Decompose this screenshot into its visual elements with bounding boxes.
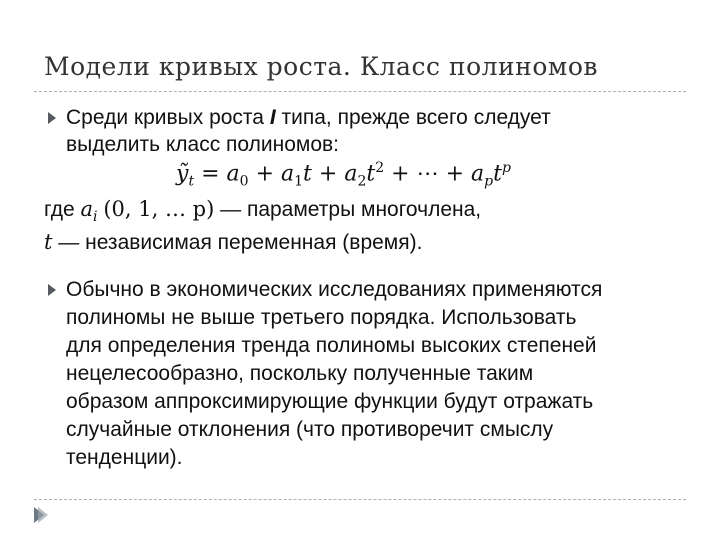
where-post: — параметры многочлена, bbox=[214, 198, 482, 221]
formula-a0: a bbox=[226, 161, 240, 187]
formula-ap: a bbox=[471, 161, 485, 187]
title-divider bbox=[34, 91, 686, 92]
bullet-2-line-1: Обычно в экономических исследованиях применяются bbox=[66, 278, 603, 301]
formula-tp-sup: p bbox=[501, 160, 511, 176]
where-var-sub: i bbox=[93, 209, 98, 226]
where-var-a: a bbox=[80, 197, 94, 221]
bullet-1-type-mark: I bbox=[269, 106, 276, 129]
t-var: t bbox=[44, 230, 53, 254]
formula-a1: a bbox=[281, 161, 295, 187]
bullet-1-text-pre: Среди кривых роста bbox=[66, 106, 270, 129]
bullet-1-line-2: выделить класс полиномов: bbox=[66, 133, 340, 156]
formula-t2-sup: 2 bbox=[375, 160, 385, 176]
formula-ap-sub: p bbox=[484, 173, 494, 190]
where-range: (0, 1, … p) bbox=[103, 197, 215, 221]
formula-a0-sub: 0 bbox=[239, 173, 249, 190]
formula-a2-sub: 2 bbox=[357, 173, 367, 190]
formula-y-sub: t bbox=[188, 173, 195, 190]
bullet-2-triangle-icon bbox=[48, 284, 56, 296]
where-pre: где bbox=[44, 198, 81, 221]
t-desc: — независимая переменная (время). bbox=[52, 231, 423, 254]
formula-t1: t bbox=[303, 161, 312, 187]
polynomial-formula: ỹ$_t$ = $a_0 + a_1t + a_2t^2$ + ⋯ + $a_pt^p$ bbox=[176, 160, 511, 190]
where-line bbox=[44, 196, 481, 231]
formula-tp: t bbox=[493, 161, 502, 187]
formula-a1-sub: 1 bbox=[294, 173, 304, 190]
bullet-2-line-6: случайные отклонения (что противоречит смыслу bbox=[66, 418, 554, 441]
formula-ellipsis: ⋯ bbox=[416, 161, 439, 187]
formula-y-tilde: ỹ bbox=[176, 161, 189, 187]
bullet-1-text-post: типа, прежде всего следует bbox=[275, 106, 551, 129]
bullet-2-line-2: полиномы не выше третьего порядка. Использовать bbox=[66, 306, 577, 329]
formula-a2: a bbox=[344, 161, 358, 187]
bullet-2-line-5: образом аппроксимирующие функции будут отражать bbox=[66, 390, 594, 413]
t-line bbox=[44, 229, 422, 256]
footer-divider bbox=[34, 499, 686, 500]
nav-arrow-icon[interactable] bbox=[32, 505, 50, 525]
bullet-1-triangle-icon bbox=[48, 112, 56, 124]
slide-title: Модели кривых роста. Класс полиномов bbox=[44, 52, 598, 81]
bullet-1-line-1 bbox=[66, 104, 551, 131]
bullet-2-line-4: нецелесообразно, поскольку полученные таким bbox=[66, 362, 534, 385]
bullet-2-line-3: для определения тренда полиномы высоких степеней bbox=[66, 334, 597, 357]
bullet-2-line-7: тенденции). bbox=[66, 446, 183, 469]
formula-t2: t bbox=[366, 161, 376, 187]
